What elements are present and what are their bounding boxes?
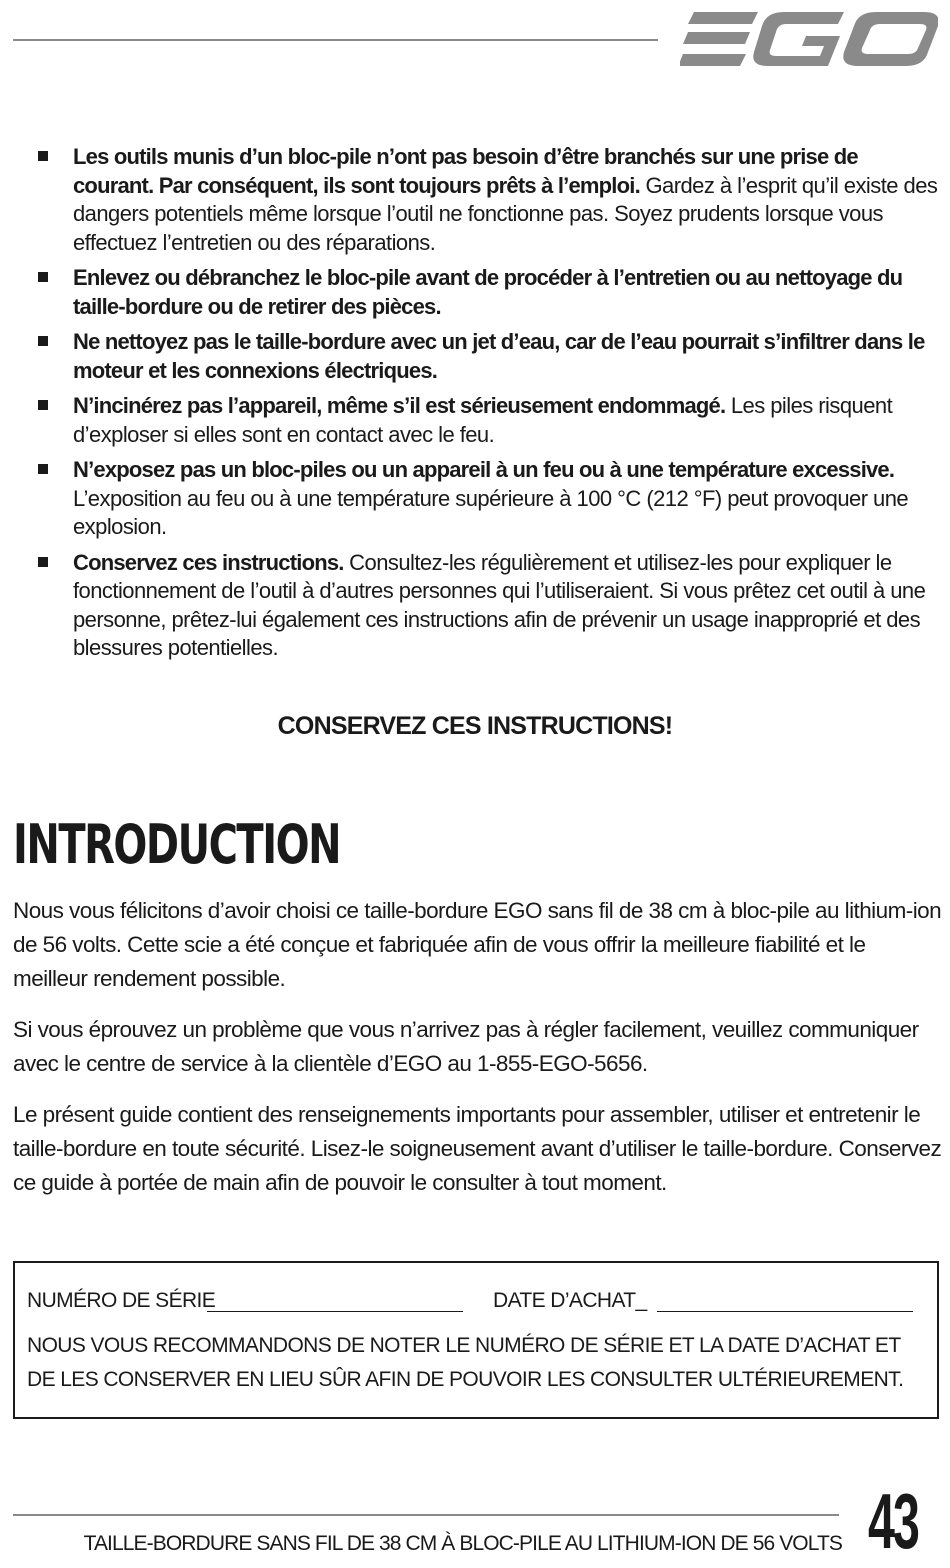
bullet-item bbox=[36, 264, 942, 321]
square-bullet-icon bbox=[38, 336, 48, 346]
footer-rule bbox=[13, 1514, 839, 1516]
bullet-bold-text: Ne nettoyez pas le taille-bordure avec un jet d’eau, car de l’eau pourrait s’infiltrer dans le moteur et les connexions électriques. bbox=[73, 329, 925, 383]
safety-bullet-list bbox=[36, 143, 942, 670]
bullet-bold-text: Les outils munis d’un bloc-pile n’ont pas besoin d’être branchés sur une prise de courant. Par conséquent, ils sont toujours prêts à l’emploi. bbox=[73, 144, 858, 198]
bullet-item bbox=[36, 392, 942, 449]
keep-instructions-banner: CONSERVEZ CES INSTRUCTIONS! bbox=[277, 712, 673, 740]
square-bullet-icon bbox=[38, 400, 48, 410]
bullet-item bbox=[36, 549, 942, 663]
bullet-bold-text: Enlevez ou débranchez le bloc-pile avant de procéder à l’entretien ou au nettoyage du taille-bordure ou de retirer des pièces. bbox=[73, 265, 903, 319]
bullet-item bbox=[36, 456, 942, 542]
bullet-text: L’exposition au feu ou à une température supérieure à 100 °C (212 °F) peut provoquer une explosion. bbox=[73, 485, 909, 539]
header-rule bbox=[13, 39, 658, 41]
intro-paragraph: Le présent guide contient des renseignements importants pour assembler, utiliser et entretenir le taille-bordure en toute sécurité. Lisez-le soigneusement avant d’utiliser le taille-bordure. Conservez ce guide à portée de main afin de pouvoir le consulter à tout moment. bbox=[13, 1102, 942, 1195]
bullet-text: Consultez-les régulièrement et utilisez-les pour expliquer le fonctionnement de l’outil à d’autres personnes qui l’utiliseraient. Si vous prêtez cet outil à une personne, prêtez-lui également ces instructions afin de prévenir un usage inapproprié et des blessures potentielles. bbox=[73, 549, 926, 660]
purchase-date-blank-line bbox=[657, 1311, 913, 1312]
bullet-item bbox=[36, 328, 942, 385]
square-bullet-icon bbox=[38, 151, 48, 161]
serial-number-label: NUMÉRO DE SÉRIE bbox=[27, 1289, 216, 1312]
intro-paragraph: Si vous éprouvez un problème que vous n’arrivez pas à régler facilement, veuillez communiquer avec le centre de service à la clientèle d’EGO au 1-855-EGO-5656. bbox=[13, 1017, 919, 1076]
square-bullet-icon bbox=[38, 557, 48, 567]
serial-number-box bbox=[13, 1261, 939, 1419]
bullet-bold-text: Conservez ces instructions. bbox=[73, 549, 344, 575]
square-bullet-icon bbox=[38, 272, 48, 282]
page-number: 43 bbox=[868, 1477, 919, 1565]
square-bullet-icon bbox=[38, 464, 48, 474]
serial-number-blank-line bbox=[207, 1311, 463, 1312]
purchase-date-label: DATE D’ACHAT_ bbox=[493, 1289, 647, 1312]
ego-logo bbox=[680, 10, 938, 68]
intro-paragraph: Nous vous félicitons d’avoir choisi ce taille-bordure EGO sans fil de 38 cm à bloc-pile au lithium-ion de 56 volts. Cette scie a été conçue et fabriquée afin de vous offrir la meilleure fiabilité et le meilleur rendement possible. bbox=[13, 898, 942, 991]
bullet-bold-text: N’exposez pas un bloc-piles ou un appareil à un feu ou à une température excessive. bbox=[73, 457, 895, 482]
record-note: NOUS VOUS RECOMMANDONS DE NOTER LE NUMÉRO DE SÉRIE ET LA DATE D’ACHAT ET DE LES CONSERVER EN LIEU SÛR AFIN DE POUVOIR LES CONSULTER ULTÉRIEUREMENT. bbox=[27, 1334, 904, 1391]
introduction-heading: INTRODUCTION bbox=[13, 813, 341, 876]
bullet-item bbox=[36, 143, 942, 257]
footer-product-title: TAILLE-BORDURE SANS FIL DE 38 CM À BLOC-PILE AU LITHIUM-ION DE 56 VOLTS bbox=[83, 1532, 842, 1555]
bullet-text: Les piles risquent d’exploser si elles sont en contact avec le feu. bbox=[73, 393, 893, 447]
bullet-text: Gardez à l’esprit qu’il existe des dangers potentiels même lorsque l’outil ne fonctionne pas. Soyez prudents lorsque vous effectuez l’entretien ou des réparations. bbox=[73, 172, 938, 255]
bullet-bold-text: N’incinérez pas l’appareil, même s’il est sérieusement endommagé. bbox=[73, 393, 726, 418]
